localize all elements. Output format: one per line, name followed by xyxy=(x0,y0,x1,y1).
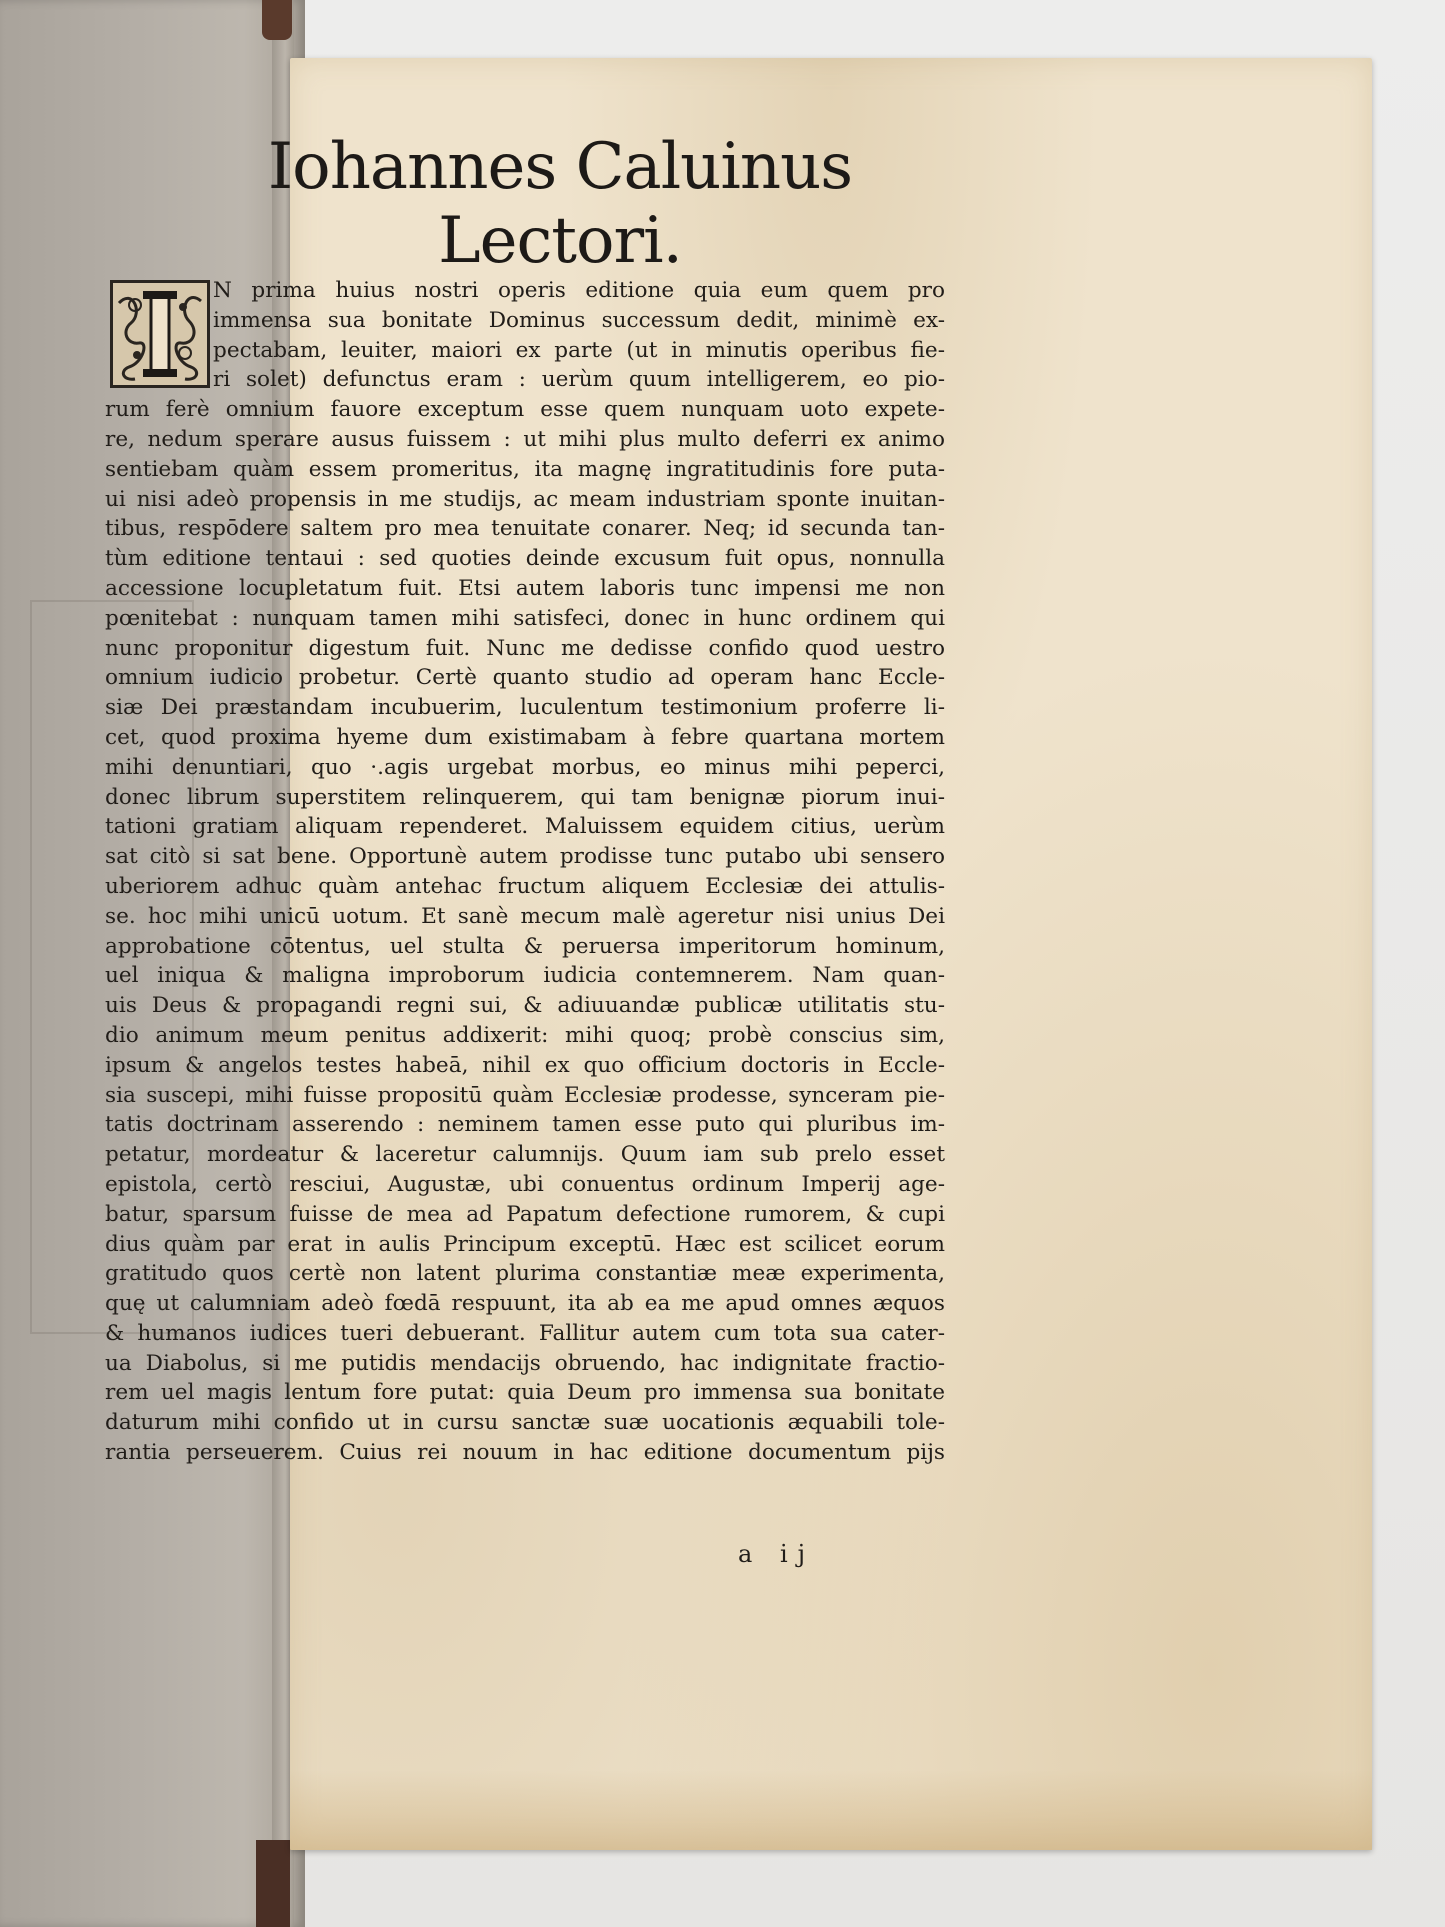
text-line: petatur, mordeatur & laceretur calumnijs. Quum iam sub prelo esset xyxy=(105,1142,945,1168)
text-line: pœnitebat : nunquam tamen mihi satisfeci, donec in hunc ordinem qui xyxy=(105,605,945,631)
text-line: ipsum & angelos testes habeā, nihil ex quo officium doctoris in Eccle- xyxy=(105,1052,945,1078)
text-line: sia suscepi, mihi fuisse propositū quàm Ecclesiæ prodesse, synceram pie- xyxy=(105,1082,945,1108)
spine-top xyxy=(262,0,292,40)
text-line: tatis doctrinam asserendo : neminem tamen esse puto qui pluribus im- xyxy=(105,1112,945,1138)
text-line: uel iniqua & maligna improborum iudicia contemnerem. Nam quan- xyxy=(105,963,945,989)
text-line: tationi gratiam aliquam rependeret. Maluissem equidem citius, uerùm xyxy=(105,814,945,840)
text-line: epistola, certò resciui, Augustæ, ubi conuentus ordinum Imperij age- xyxy=(105,1171,945,1197)
text-line: se. hoc mihi unicū uotum. Et sanè mecum malè ageretur nisi unius Dei xyxy=(105,903,945,929)
text-line: uberiorem adhuc quàm antehac fructum aliquem Ecclesiæ dei attulis- xyxy=(105,873,945,899)
text-line: gratitudo quos certè non latent plurima constantiæ meæ experimenta, xyxy=(105,1261,945,1287)
text-line: quę ut calumniam adeò fœdā respuunt, ita ab ea me apud omnes æquos xyxy=(105,1291,945,1317)
page-stain xyxy=(290,1770,1372,1850)
page-title: Iohannes Caluinus Lectori. xyxy=(267,130,853,278)
decorated-initial xyxy=(110,280,210,388)
text-line: donec librum superstitem relinquerem, qui tam benignæ piorum inui- xyxy=(105,784,945,810)
text-line: batur, sparsum fuisse de mea ad Papatum defectione rumorem, & cupi xyxy=(105,1201,945,1227)
text-line: omnium iudicio probetur. Certè quanto studio ad operam hanc Eccle- xyxy=(105,665,945,691)
text-line: dius quàm par erat in aulis Principum exceptū. Hæc est scilicet eorum xyxy=(105,1231,945,1257)
text-line: pectabam, leuiter, maiori ex parte (ut in minutis operibus fie- xyxy=(213,337,945,363)
signature-mark: a ij xyxy=(738,1540,816,1568)
text-line: immensa sua bonitate Dominus successum dedit, minimè ex- xyxy=(213,307,945,333)
text-line: siæ Dei præstandam incubuerim, luculentum testimonium proferre li- xyxy=(105,695,945,721)
text-line: & humanos iudices tueri debuerant. Fallitur autem cum tota sua cater- xyxy=(105,1320,945,1346)
text-line: ui nisi adeò propensis in me studijs, ac meam industriam sponte inuitan- xyxy=(105,486,945,512)
body-text xyxy=(105,276,945,1468)
text-line: ri solet) defunctus eram : uerùm quum intelligerem, eo pio- xyxy=(213,367,945,393)
text-line: tùm editione tentaui : sed quoties deinde excusum fuit opus, nonnulla xyxy=(105,546,945,572)
text-line: nunc proponitur digestum fuit. Nunc me dedisse confido quod uestro xyxy=(105,635,945,661)
text-line: sat citò si sat bene. Opportunè autem prodisse tunc putabo ubi sensero xyxy=(105,844,945,870)
text-line: rem uel magis lentum fore putat: quia Deum pro immensa sua bonitate xyxy=(105,1380,945,1406)
text-line: ua Diabolus, si me putidis mendacijs obruendo, hac indignitate fractio- xyxy=(105,1350,945,1376)
text-line: approbatione cōtentus, uel stulta & peruersa imperitorum hominum, xyxy=(105,933,945,959)
spine-bottom xyxy=(256,1840,290,1927)
text-line: rantia perseuerem. Cuius rei nouum in hac editione documentum pijs xyxy=(105,1440,945,1466)
text-line: accessione locupletatum fuit. Etsi autem laboris tunc impensi me non xyxy=(105,575,945,601)
text-line: re, nedum sperare ausus fuissem : ut mihi plus multo deferri ex animo xyxy=(105,426,945,452)
text-line: cet, quod proxima hyeme dum existimabam à febre quartana mortem xyxy=(105,724,945,750)
text-line: rum ferè omnium fauore exceptum esse quem nunquam uoto expete- xyxy=(105,397,945,423)
text-line: tibus, respōdere saltem pro mea tenuitate conarer. Neq; id secunda tan- xyxy=(105,516,945,542)
text-line: mihi denuntiari, quo ·.agis urgebat morbus, eo minus mihi peperci, xyxy=(105,754,945,780)
text-line: N prima huius nostri operis editione quia eum quem pro xyxy=(213,278,945,303)
text-line: sentiebam quàm essem promeritus, ita magnę ingratitudinis fore puta- xyxy=(105,456,945,482)
text-line: uis Deus & propagandi regni sui, & adiuuandæ publicæ utilitatis stu- xyxy=(105,993,945,1019)
text-line: daturum mihi confido ut in cursu sanctæ suæ uocationis æquabili tole- xyxy=(105,1410,945,1436)
text-line: dio animum meum penitus addixerit: mihi quoq; probè conscius sim, xyxy=(105,1022,945,1048)
